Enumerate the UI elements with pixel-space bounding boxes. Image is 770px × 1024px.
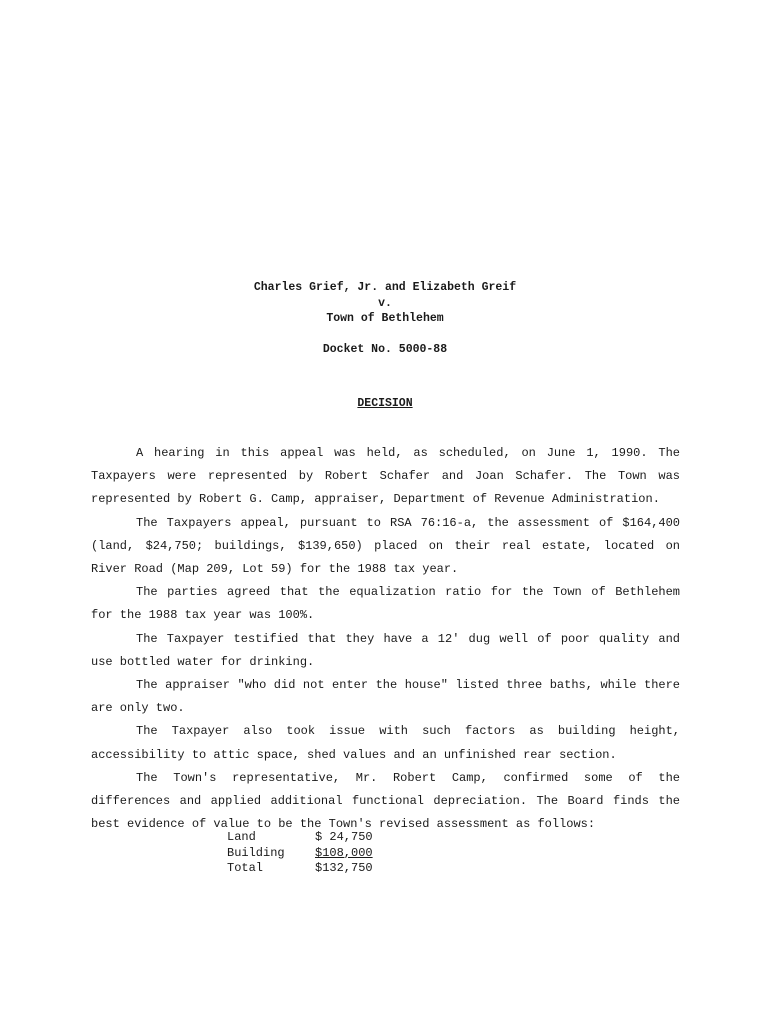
case-caption [0, 280, 770, 327]
paragraph-hearing: A hearing in this appeal was held, as scheduled, on June 1, 1990. The Taxpayers were represented by Robert Schafer and Joan Schafer. The Town was represented by Robert G. Camp, appraiser, Department of Revenue Administration. [91, 446, 680, 507]
decision-heading [0, 397, 770, 410]
paragraph-baths: The appraiser "who did not enter the house" listed three baths, while there are only two. [91, 678, 680, 716]
assessment-amount: $108,000 [315, 845, 373, 860]
assessment-amount: $ 24,750 [315, 830, 373, 844]
assessment-row-total [227, 861, 377, 877]
decision-heading-text: DECISION [357, 397, 413, 410]
assessment-label: Building [227, 845, 285, 860]
paragraph-equalization: The parties agreed that the equalization ratio for the Town of Bethlehem for the 1988 tax year was 100%. [91, 585, 680, 623]
caption-respondent: Town of Bethlehem [326, 312, 444, 325]
paragraph-factors: The Taxpayer also took issue with such factors as building height, accessibility to attic space, shed values and an unfinished rear section. [91, 724, 680, 762]
caption-parties: Charles Grief, Jr. and Elizabeth Greif [253, 281, 517, 294]
assessment-label: Land [227, 830, 256, 844]
paragraph-well: The Taxpayer testified that they have a 12' dug well of poor quality and use bottled water for drinking. [91, 631, 680, 669]
assessment-row-building [227, 846, 377, 862]
assessment-row-land [227, 830, 377, 846]
assessment-table [227, 830, 377, 877]
decision-body [91, 442, 680, 836]
docket-number: Docket No. 5000-88 [322, 343, 448, 356]
caption-versus: v. [378, 296, 392, 310]
assessment-label: Total [227, 861, 264, 875]
paragraph-appeal: The Taxpayers appeal, pursuant to RSA 76:16-a, the assessment of $164,400 (land, $24,750; buildings, $139,650) placed on their real estate, located on River Road (Map 209, Lot 59) for the 1988 tax year. [91, 515, 680, 577]
assessment-amount: $132,750 [315, 861, 373, 875]
paragraph-findings: The Town's representative, Mr. Robert Camp, confirmed some of the differences and applied additional functional depreciation. The Board finds the best evidence of value to be the Town's revised assessment as follows: [91, 770, 680, 832]
